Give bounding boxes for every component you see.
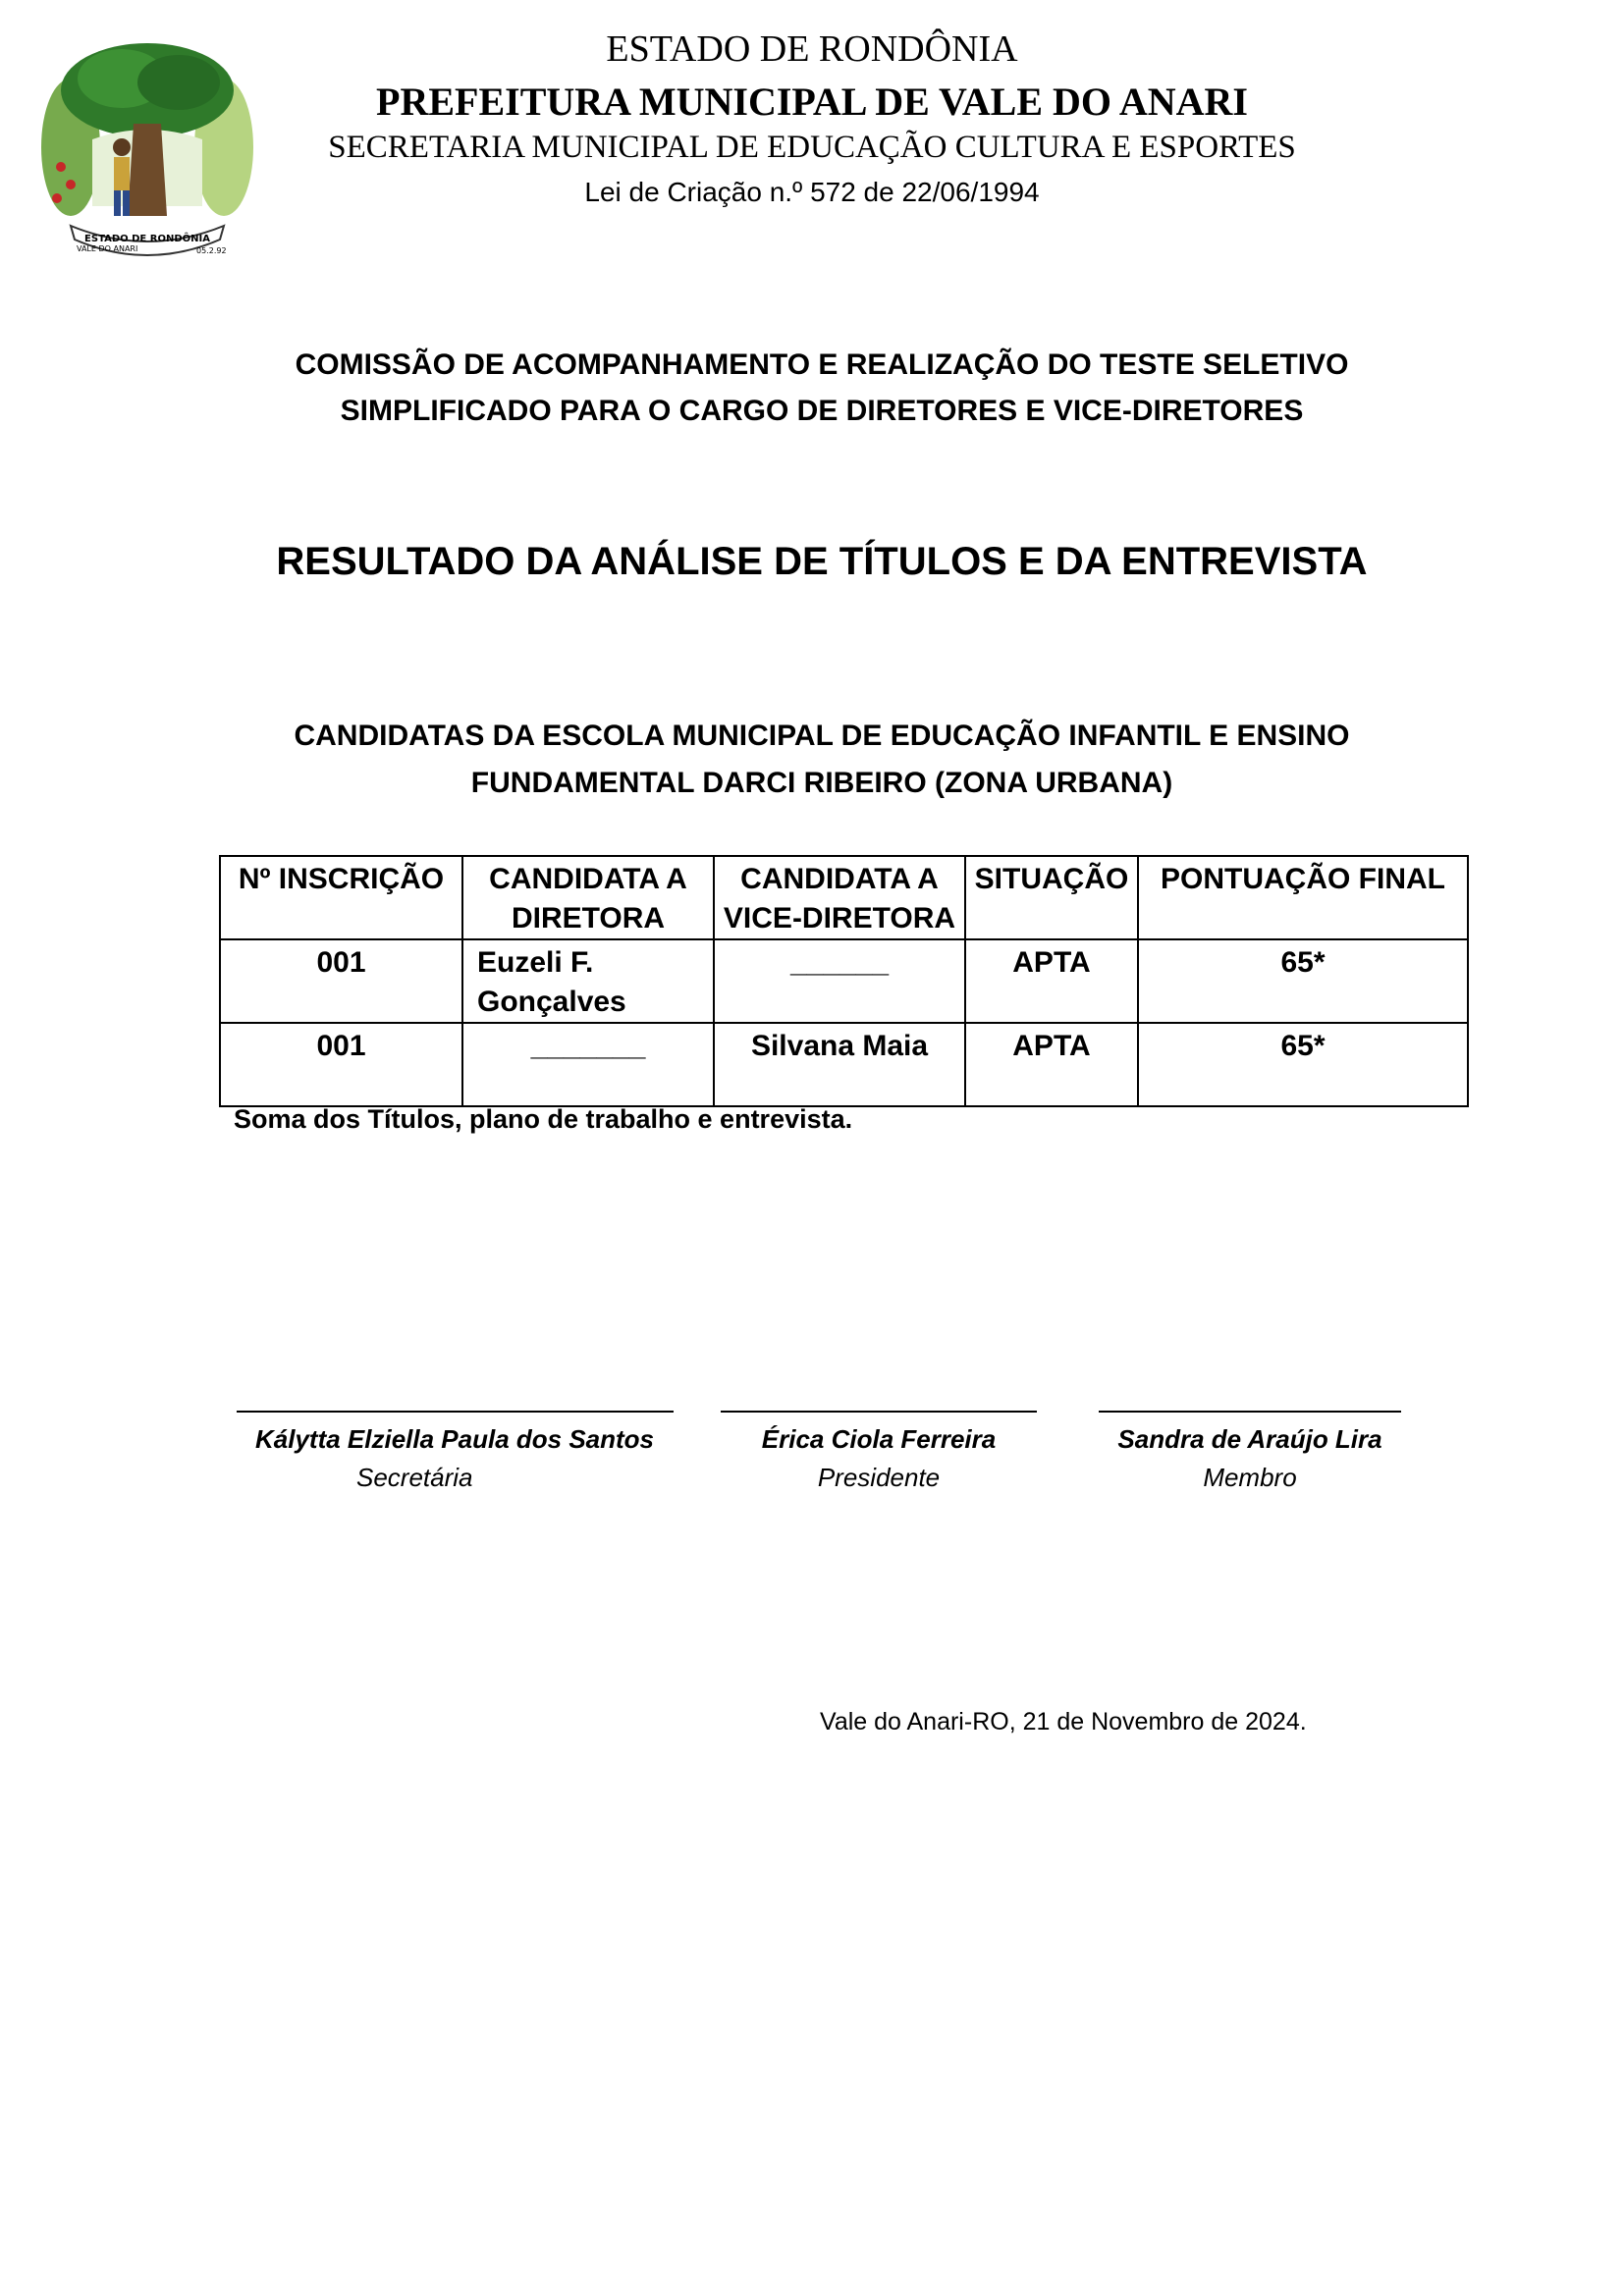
cell-director: Euzeli F. Gonçalves — [462, 939, 714, 1023]
signature-line — [237, 1411, 674, 1413]
cell-registration: 001 — [220, 1023, 462, 1106]
candidates-heading — [157, 713, 1487, 807]
letterhead-secretariat: SECRETARIA MUNICIPAL DE EDUCAÇÃO CULTURA E ESPORTES — [328, 130, 1296, 165]
candidates-line-2: FUNDAMENTAL DARCI RIBEIRO (ZONA URBANA) — [470, 767, 1173, 799]
letterhead-prefecture: PREFEITURA MUNICIPAL DE VALE DO ANARI — [376, 80, 1248, 124]
letterhead-creation-law: Lei de Criação n.º 572 de 22/06/1994 — [584, 177, 1040, 207]
signature-member — [1088, 1411, 1412, 1497]
cell-status: APTA — [965, 939, 1138, 1023]
signature-secretary — [234, 1411, 676, 1497]
cell-vice-director: Silvana Maia — [714, 1023, 965, 1106]
header-vice-director: CANDIDATA A VICE-DIRETORA — [714, 856, 965, 939]
cell-vice-director: ______ — [714, 939, 965, 1023]
cell-final-score: 65* — [1138, 939, 1468, 1023]
cell-director: _______ — [462, 1023, 714, 1106]
svg-text:05.2.92: 05.2.92 — [196, 246, 227, 255]
header-registration: Nº INSCRIÇÃO — [220, 856, 462, 939]
results-table — [219, 855, 1469, 1107]
cell-status: APTA — [965, 1023, 1138, 1106]
signature-line — [1099, 1411, 1401, 1413]
candidates-line-1: CANDIDATAS DA ESCOLA MUNICIPAL DE EDUCAÇÃO INFANTIL E ENSINO — [294, 720, 1350, 752]
commission-line-2: SIMPLIFICADO PARA O CARGO DE DIRETORES E VICE-DIRETORES — [340, 395, 1304, 427]
header-final-score: PONTUAÇÃO FINAL — [1138, 856, 1468, 939]
signature-role: Membro — [1203, 1463, 1297, 1492]
signature-name: Sandra de Araújo Lira — [1117, 1424, 1382, 1454]
signature-role: Secretária — [356, 1463, 473, 1492]
signature-role: Presidente — [817, 1463, 941, 1492]
result-title: RESULTADO DA ANÁLISE DE TÍTULOS E DA ENTREVISTA — [276, 540, 1368, 583]
signature-line — [721, 1411, 1037, 1413]
header-status: SITUAÇÃO — [965, 856, 1138, 939]
commission-heading — [157, 342, 1487, 434]
signature-name: Érica Ciola Ferreira — [761, 1424, 997, 1454]
table-footnote: Soma dos Títulos, plano de trabalho e entrevista. — [234, 1104, 853, 1134]
commission-line-1: COMISSÃO DE ACOMPANHAMENTO E REALIZAÇÃO DO TESTE SELETIVO — [295, 348, 1349, 381]
svg-text:VALE DO ANARI: VALE DO ANARI — [77, 244, 138, 253]
place-date-line: Vale do Anari-RO, 21 de Novembro de 2024. — [820, 1708, 1307, 1735]
svg-text:ESTADO DE RONDÔNIA: ESTADO DE RONDÔNIA — [84, 234, 210, 244]
letterhead-state: ESTADO DE RONDÔNIA — [606, 28, 1018, 70]
header-director: CANDIDATA A DIRETORA — [462, 856, 714, 939]
signature-name: Kálytta Elziella Paula dos Santos — [254, 1424, 655, 1454]
table-row — [220, 939, 1468, 1023]
cell-registration: 001 — [220, 939, 462, 1023]
cell-final-score: 65* — [1138, 1023, 1468, 1106]
table-header-row — [220, 856, 1468, 939]
table-row — [220, 1023, 1468, 1106]
signature-president — [717, 1411, 1041, 1497]
